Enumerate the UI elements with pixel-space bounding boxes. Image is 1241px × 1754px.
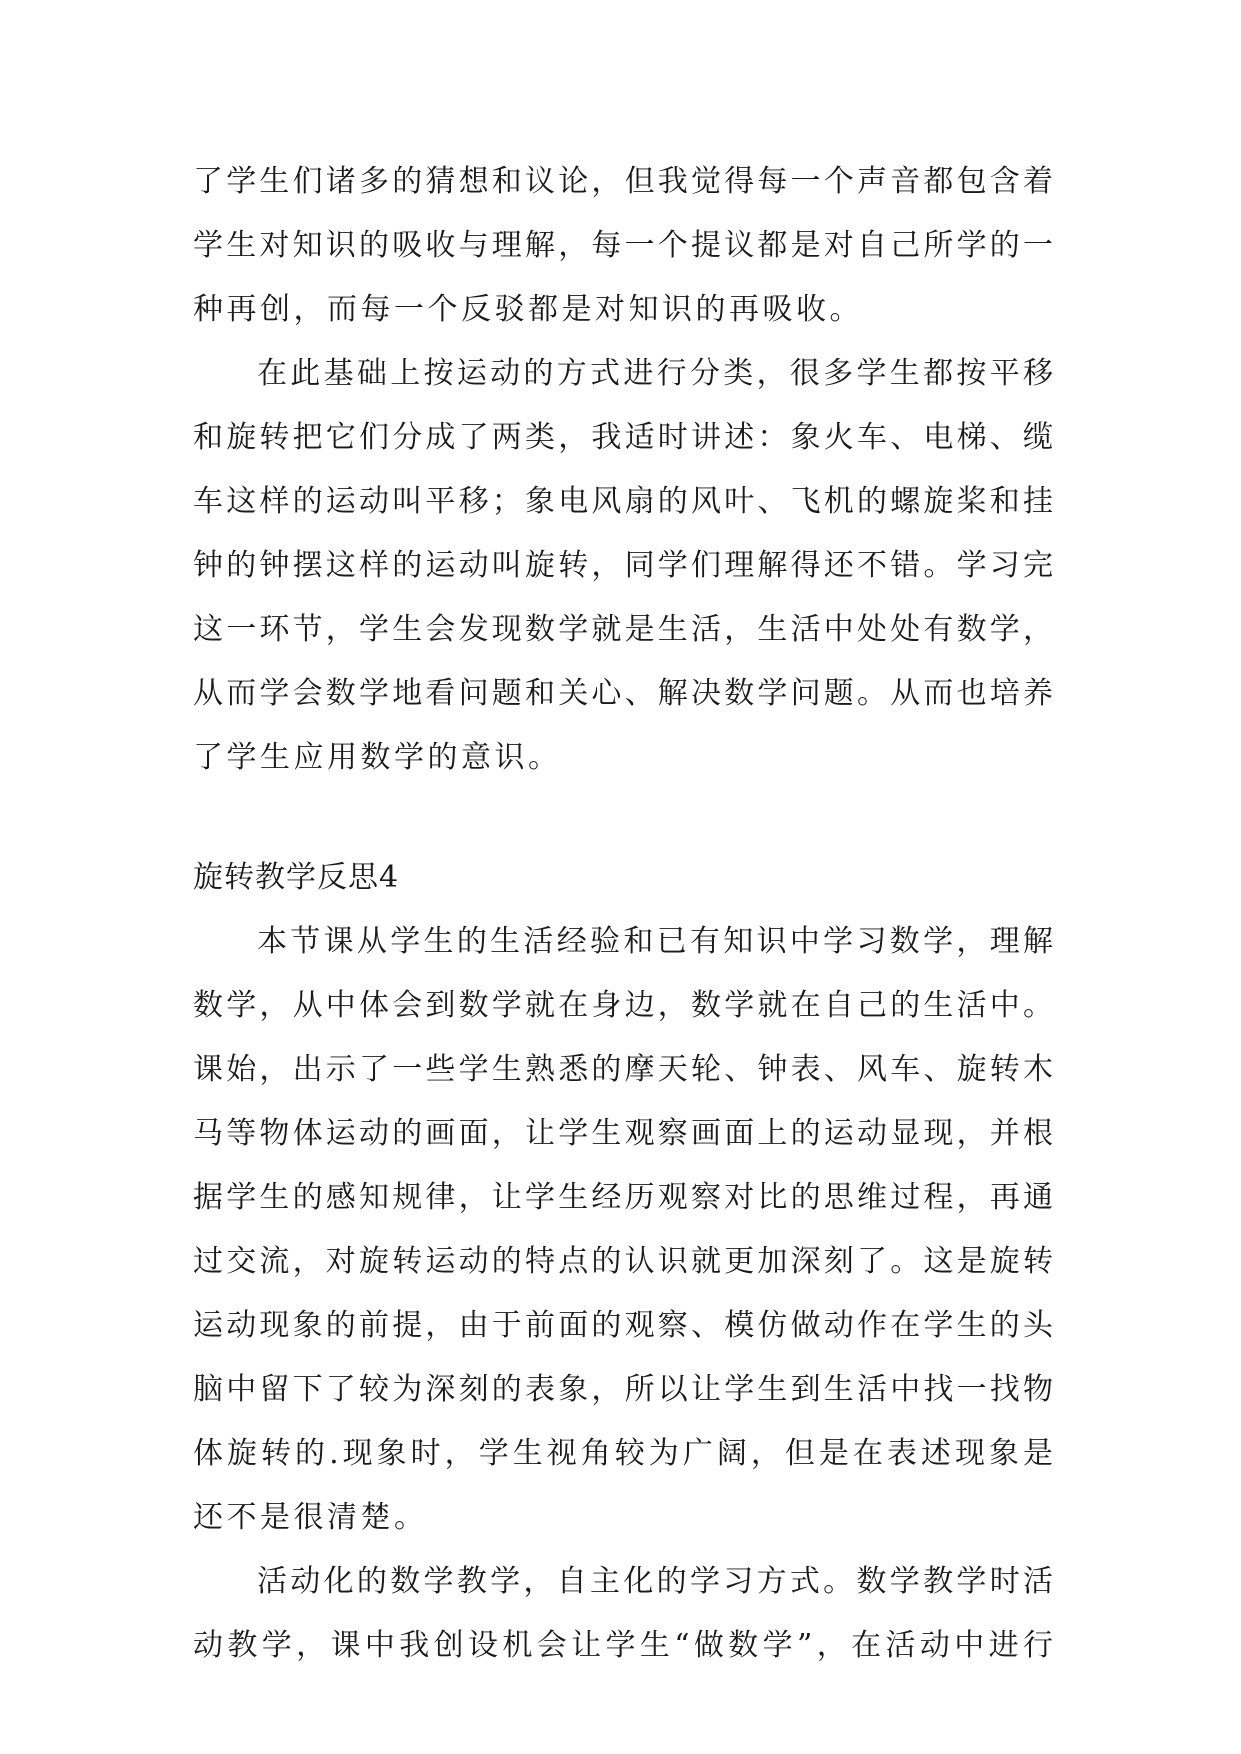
paragraph-2 <box>193 342 1053 790</box>
text-line: 了学生们诸多的猜想和议论，但我觉得每一个声音都包含着 <box>193 164 1053 199</box>
section-title: 旋转教学反思4 <box>193 860 400 895</box>
section-spacer <box>193 790 1053 846</box>
text-line: 种再创，而每一个反驳都是对知识的再吸收。 <box>193 292 863 327</box>
paragraph-1 <box>193 150 1053 342</box>
text-line: 活动化的数学教学，自主化的学习方式。数学教学时活 <box>257 1564 1053 1599</box>
text-line: 学生对知识的吸收与理解，每一个提议都是对自己所学的一 <box>193 228 1053 263</box>
text-line: 了学生应用数学的意识。 <box>193 740 562 775</box>
text-line: 过交流，对旋转运动的特点的认识就更加深刻了。这是旋转 <box>193 1244 1053 1279</box>
text-line: 从而学会数学地看问题和关心、解决数学问题。从而也培养 <box>193 676 1053 711</box>
text-line: 课始，出示了一些学生熟悉的摩天轮、钟表、风车、旋转木 <box>193 1052 1053 1087</box>
text-line: 钟的钟摆这样的运动叫旋转，同学们理解得还不错。学习完 <box>193 548 1053 583</box>
text-line: 和旋转把它们分成了两类，我适时讲述：象火车、电梯、缆 <box>193 420 1053 455</box>
text-line: 在此基础上按运动的方式进行分类，很多学生都按平移 <box>257 356 1053 391</box>
paragraph-4 <box>193 1550 1053 1678</box>
text-line: 这一环节，学生会发现数学就是生活，生活中处处有数学， <box>193 612 1053 647</box>
document-page <box>193 150 1053 1678</box>
text-line: 脑中留下了较为深刻的表象，所以让学生到生活中找一找物 <box>193 1372 1053 1407</box>
text-line: 数学，从中体会到数学就在身边，数学就在自己的生活中。 <box>193 988 1053 1023</box>
text-line: 动教学，课中我创设机会让学生“做数学”，在活动中进行 <box>193 1628 1053 1663</box>
text-line: 马等物体运动的画面，让学生观察画面上的运动显现，并根 <box>193 1116 1053 1151</box>
text-line: 本节课从学生的生活经验和已有知识中学习数学，理解 <box>257 924 1053 959</box>
text-line: 据学生的感知规律，让学生经历观察对比的思维过程，再通 <box>193 1180 1053 1215</box>
text-line: 运动现象的前提，由于前面的观察、模仿做动作在学生的头 <box>193 1308 1053 1343</box>
paragraph-3 <box>193 910 1053 1550</box>
text-line: 体旋转的.现象时，学生视角较为广阔，但是在表述现象是 <box>193 1436 1053 1471</box>
text-line: 还不是很清楚。 <box>193 1500 428 1535</box>
text-line: 车这样的运动叫平移；象电风扇的风叶、飞机的螺旋桨和挂 <box>193 484 1053 519</box>
